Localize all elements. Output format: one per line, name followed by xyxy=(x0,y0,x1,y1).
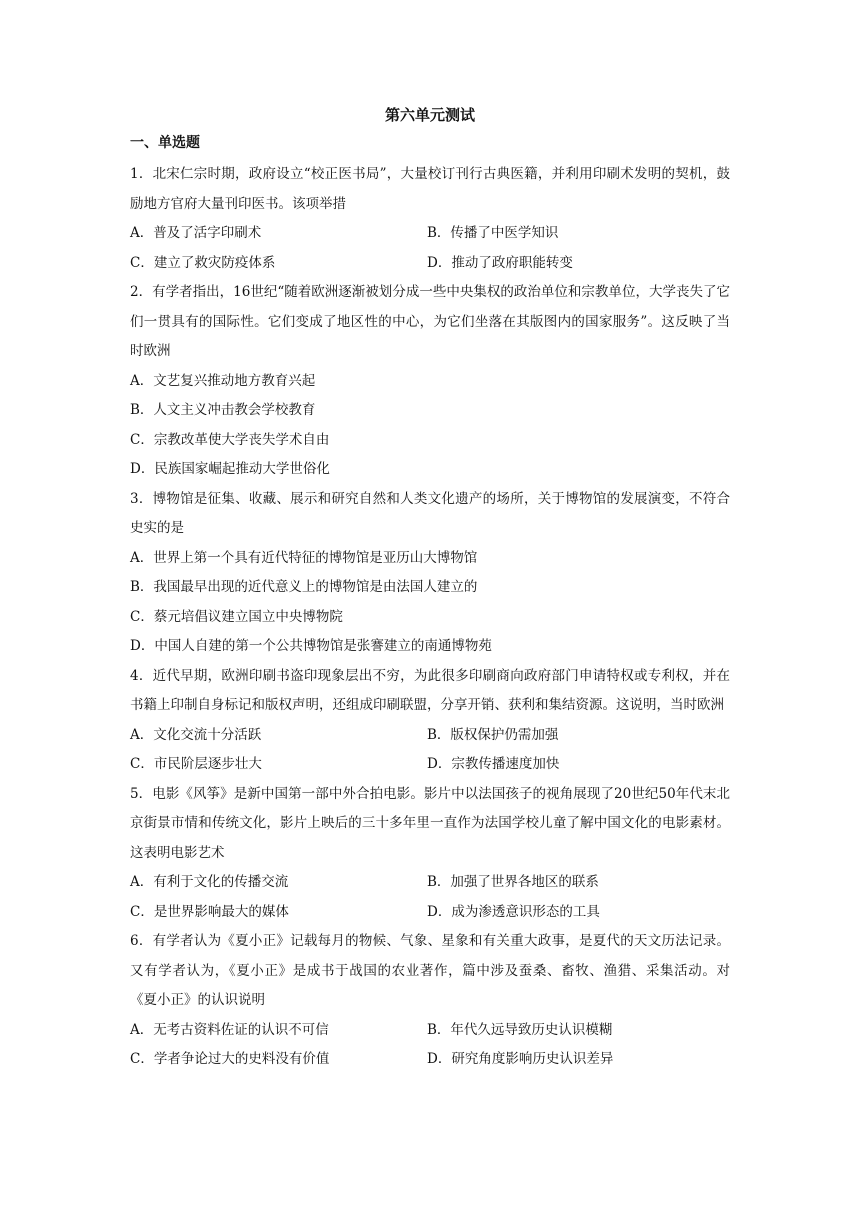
section-heading: 一、单选题 xyxy=(130,135,200,151)
option-b[interactable]: B．传播了中医学知识 xyxy=(427,225,559,241)
option-a[interactable]: A．世界上第一个具有近代特征的博物馆是亚历山大博物馆 xyxy=(130,549,478,566)
question-stem: 4．近代早期，欧洲印刷书盗印现象层出不穷，为此很多印刷商向政府部门申请特权或专利权，并在书籍上印制自身标记和版权声明，还组成印刷联盟，分享开销、获利和集结资源。这说明，当时欧洲 xyxy=(130,667,730,713)
option-row xyxy=(130,1045,730,1075)
option-d[interactable]: D．成为渗透意识形态的工具 xyxy=(427,903,600,920)
question-stem: 3．博物馆是征集、收藏、展示和研究自然和人类文化遗产的场所，关于博物馆的发展演变，不符合史实的是 xyxy=(130,490,730,536)
option-row xyxy=(130,750,730,780)
option-a[interactable]: A．文艺复兴推动地方教育兴起 xyxy=(130,372,316,389)
question-stem: 5．电影《风筝》是新中国第一部中外合拍电影。影片中以法国孩子的视角展现了20世纪50年代末北京街景市情和传统文化，影片上映后的三十多年里一直作为法国学校儿童了解中国文化的电影素材。这表明电影艺术 xyxy=(130,785,730,861)
question-1 xyxy=(130,160,730,278)
option-b[interactable]: B．人文主义冲击教会学校教育 xyxy=(130,402,316,418)
option-d[interactable]: D．推动了政府职能转变 xyxy=(427,254,573,271)
option-b[interactable]: B．加强了世界各地区的联系 xyxy=(427,874,599,890)
option-b[interactable]: B．我国最早出现的近代意义上的博物馆是由法国人建立的 xyxy=(130,579,478,595)
option-d[interactable]: D．宗教传播速度加快 xyxy=(427,756,560,772)
option-row xyxy=(130,898,730,928)
option-row xyxy=(130,868,730,898)
option-row xyxy=(130,249,730,279)
option-c[interactable]: C．市民阶层逐步壮大 xyxy=(130,756,262,772)
question-stem: 1．北宋仁宗时期，政府设立“校正医书局”，大量校订刊行古典医籍，并利用印刷术发明的契机，鼓励地方官府大量刊印医书。该项举措 xyxy=(130,166,730,212)
option-row xyxy=(130,1016,730,1046)
question-5 xyxy=(130,780,730,928)
option-c[interactable]: C．学者争论过大的史料没有价值 xyxy=(130,1051,330,1067)
question-stem: 2．有学者指出，16世纪“随着欧洲逐渐被划分成一些中央集权的政治单位和宗教单位，大学丧失了它们一贯具有的国际性。它们变成了地区性的中心，为它们坐落在其版图内的国家服务”。这反映了当时欧洲 xyxy=(130,284,730,359)
option-a[interactable]: A．普及了活字印刷术 xyxy=(130,225,262,241)
question-stem: 6．有学者认为《夏小正》记载每月的物候、气象、星象和有关重大政事，是夏代的天文历法记录。又有学者认为，《夏小正》是成书于战国的农业著作，篇中涉及蚕桑、畜牧、渔猎、采集活动。对《夏小正》的认识说明 xyxy=(130,933,730,1008)
option-b[interactable]: B．年代久远导致历史认识模糊 xyxy=(427,1021,613,1038)
option-b[interactable]: B．版权保护仍需加强 xyxy=(427,726,559,743)
question-6 xyxy=(130,927,730,1075)
option-c[interactable]: C．建立了救灾防疫体系 xyxy=(130,254,276,271)
option-a[interactable]: A．有利于文化的传播交流 xyxy=(130,874,289,890)
option-c[interactable]: C．是世界影响最大的媒体 xyxy=(130,903,289,920)
option-d[interactable]: D．研究角度影响历史认识差异 xyxy=(427,1051,614,1067)
question-list xyxy=(130,160,730,1075)
question-3 xyxy=(130,485,730,662)
page-title: 第六单元测试 xyxy=(384,106,475,124)
question-4 xyxy=(130,662,730,780)
option-d[interactable]: D．中国人自建的第一个公共博物馆是张謇建立的南通博物苑 xyxy=(130,638,492,654)
option-a[interactable]: A．文化交流十分活跃 xyxy=(130,726,262,743)
option-row xyxy=(130,721,730,751)
option-a[interactable]: A．无考古资料佐证的认识不可信 xyxy=(130,1021,329,1038)
option-d[interactable]: D．民族国家崛起推动大学世俗化 xyxy=(130,461,330,477)
option-c[interactable]: C．蔡元培倡议建立国立中央博物院 xyxy=(130,608,343,625)
option-row xyxy=(130,219,730,249)
question-2 xyxy=(130,278,730,485)
option-c[interactable]: C．宗教改革使大学丧失学术自由 xyxy=(130,431,330,448)
